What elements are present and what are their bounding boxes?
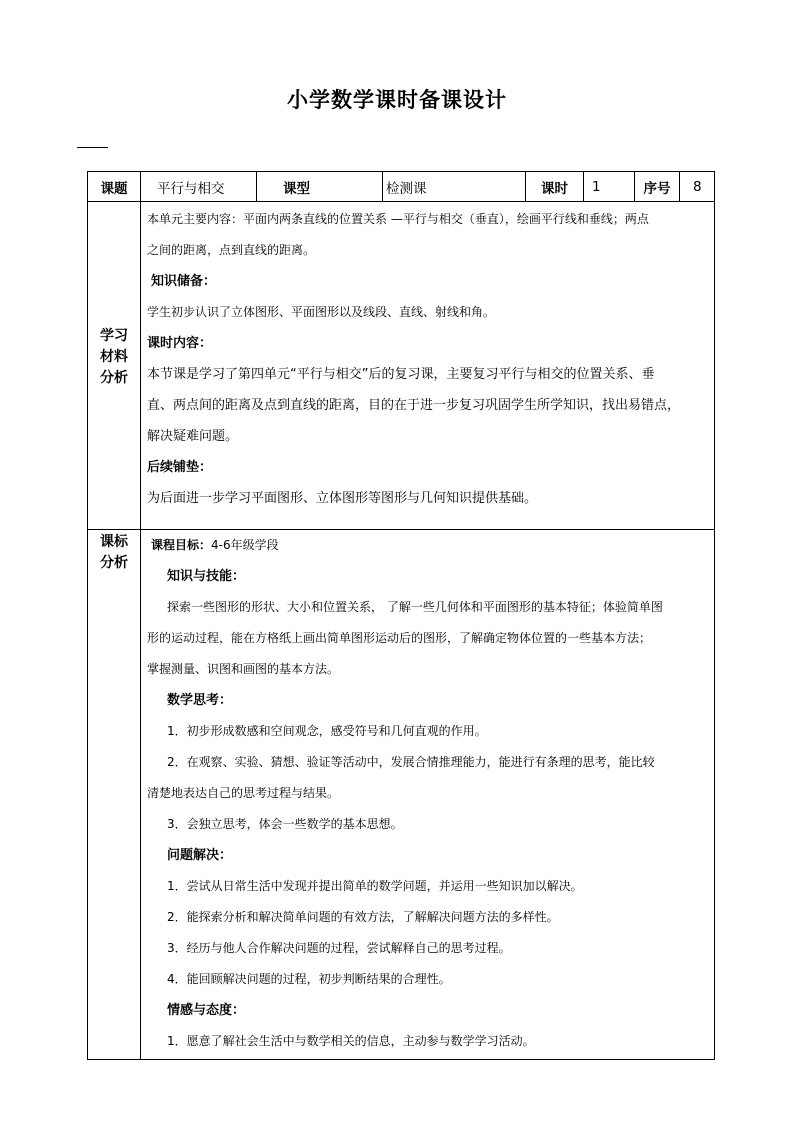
period-value: 1 bbox=[584, 172, 635, 202]
divider-line bbox=[77, 147, 108, 148]
analysis-intro-line1: 本单元主要内容：平面内两条直线的位置关系 —平行与相交（垂直），绘画平行线和垂线；两点 bbox=[147, 212, 649, 226]
attitude-title: 情感与态度： bbox=[167, 1003, 246, 1018]
analysis-label-line1: 学习 bbox=[100, 328, 128, 344]
follow-text: 为后面进一步学习平面图形、立体图形等图形与几何知识提供基础。 bbox=[147, 491, 538, 506]
problem-item-3: 3．经历与他人合作解决问题的过程，尝试解释自己的思考过程。 bbox=[167, 941, 511, 955]
skills-title: 知识与技能： bbox=[167, 569, 246, 584]
content-title: 课时内容： bbox=[147, 336, 213, 351]
thinking-item-1: 1．初步形成数感和空间观念，感受符号和几何直观的作用。 bbox=[167, 724, 487, 738]
seq-value: 8 bbox=[680, 172, 715, 202]
analysis-label-line2: 材料 bbox=[100, 349, 128, 365]
period-label: 课时 bbox=[526, 172, 584, 202]
knowledge-text: 学生初步认识了立体图形、平面图形以及线段、直线、射线和角。 bbox=[147, 305, 496, 319]
skills-line2: 形的运动过程，能在方格纸上画出简单图形运动后的图形，了解确定物体位置的一些基本方法； bbox=[147, 631, 652, 645]
thinking-item-2a: 2．在观察、实验、猜想、验证等活动中，发展合情推理能力，能进行有条理的思考，能比较 bbox=[167, 755, 655, 769]
thinking-item-2b: 清楚地表达自己的思考过程与结果。 bbox=[147, 786, 340, 800]
problem-item-1: 1．尝试从日常生活中发现并提出简单的数学问题，并运用一些知识加以解决。 bbox=[167, 879, 583, 893]
page-title: 小学数学课时备课设计 bbox=[287, 88, 507, 112]
analysis-label-line3: 分析 bbox=[100, 370, 128, 386]
problem-item-4: 4．能回顾解决问题的过程，初步判断结果的合理性。 bbox=[167, 972, 451, 986]
topic-label: 课题 bbox=[88, 172, 141, 202]
analysis-row bbox=[88, 202, 715, 530]
thinking-item-3: 3．会独立思考，体会一些数学的基本思想。 bbox=[167, 817, 403, 831]
content-line1: 本节课是学习了第四单元“平行与相交”后的复习课，主要复习平行与相交的位置关系、垂 bbox=[147, 367, 655, 382]
goal-line bbox=[147, 530, 708, 561]
analysis-content bbox=[141, 202, 715, 530]
goal-title: 课程目标： bbox=[151, 538, 212, 552]
standards-label-line2: 分析 bbox=[100, 555, 128, 571]
skills-line3: 掌握测量、识图和画图的基本方法。 bbox=[147, 662, 340, 676]
analysis-intro-line2: 之间的距离，点到直线的距离。 bbox=[147, 243, 316, 257]
lesson-plan-table bbox=[87, 171, 715, 1060]
seq-label: 序号 bbox=[635, 172, 680, 202]
attitude-item-1: 1．愿意了解社会生活中与数学相关的信息，主动参与数学学习活动。 bbox=[167, 1034, 535, 1048]
standards-label bbox=[88, 530, 141, 1060]
standards-row bbox=[88, 530, 715, 1060]
skills-line1: 探索一些图形的形状、大小和位置关系， 了解一些几何体和平面图形的基本特征；体验简单图 bbox=[167, 600, 663, 614]
topic-value: 平行与相交 bbox=[141, 172, 257, 202]
header-row bbox=[88, 172, 715, 202]
type-label: 课型 bbox=[257, 172, 383, 202]
standards-label-line1: 课标 bbox=[100, 534, 128, 550]
goal-value: 4-6年级学段 bbox=[211, 538, 279, 552]
knowledge-title: 知识储备： bbox=[151, 274, 217, 289]
type-value: 检测课 bbox=[383, 172, 526, 202]
thinking-title: 数学思考： bbox=[167, 693, 233, 708]
problem-title: 问题解决： bbox=[167, 848, 233, 863]
content-line3: 解决疑难问题。 bbox=[147, 429, 239, 444]
analysis-label bbox=[88, 202, 141, 530]
problem-item-2: 2．能探索分析和解决简单问题的有效方法，了解解决问题方法的多样性。 bbox=[167, 910, 559, 924]
follow-title: 后续铺垫： bbox=[147, 460, 213, 475]
content-line2: 直、两点间的距离及点到直线的距离，目的在于进一步复习巩固学生所学知识，找出易错点， bbox=[147, 398, 681, 413]
standards-content bbox=[141, 530, 715, 1060]
